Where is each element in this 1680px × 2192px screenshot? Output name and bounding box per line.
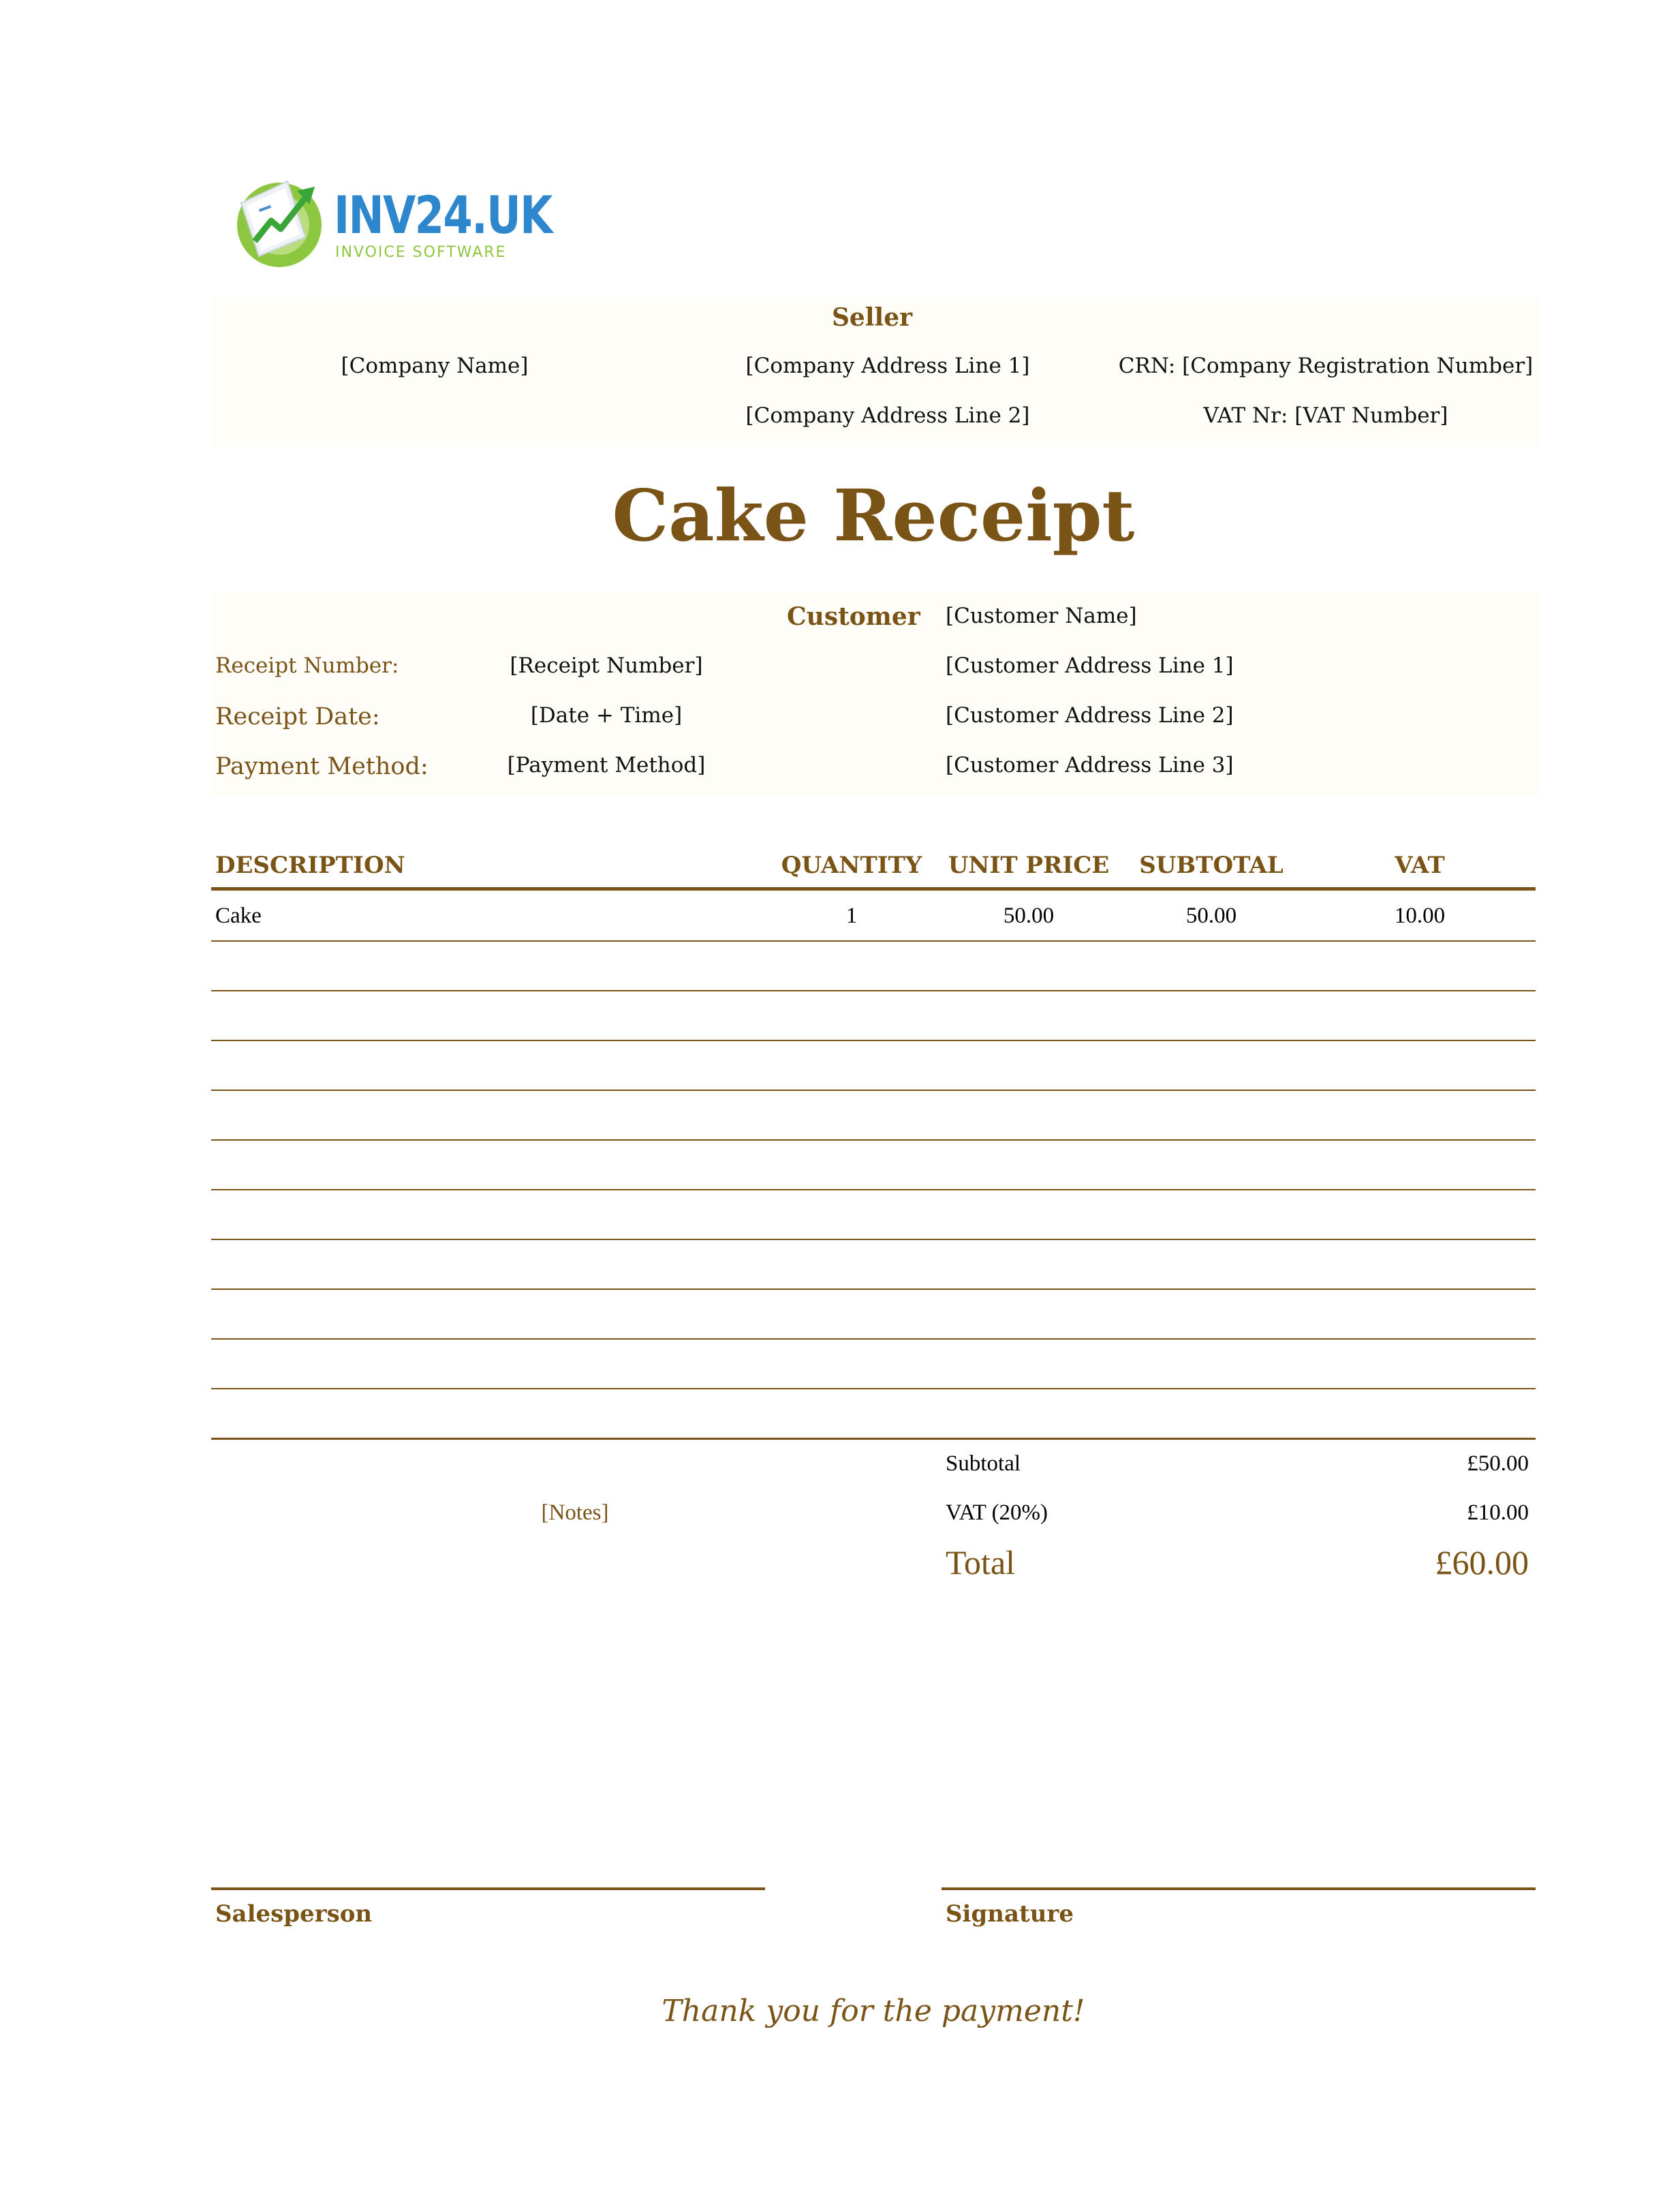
column-header-quantity: QUANTITY: [781, 852, 922, 879]
row-1-subtotal: 50.00: [1185, 904, 1237, 928]
payment-method-value: [Payment Method]: [507, 753, 706, 777]
row-divider: [211, 1090, 1536, 1091]
salesperson-label: Salesperson: [215, 1900, 373, 1928]
row-divider: [211, 1288, 1536, 1290]
column-header-unit-price: UNIT PRICE: [948, 852, 1110, 879]
row-divider: [211, 1239, 1536, 1240]
column-header-description: DESCRIPTION: [215, 852, 405, 879]
subtotal-label: Subtotal: [946, 1451, 1021, 1476]
row-divider: [211, 1338, 1536, 1340]
total-value: £60.00: [1435, 1543, 1529, 1581]
vat-label: VAT (20%): [946, 1500, 1048, 1525]
seller-vat-number: VAT Nr: [VAT Number]: [1203, 403, 1448, 428]
customer-heading: Customer: [787, 602, 920, 631]
row-divider: [211, 1388, 1536, 1389]
thank-you-message: Thank you for the payment!: [662, 1994, 1085, 2028]
vat-value: £10.00: [1467, 1500, 1529, 1525]
column-header-subtotal: SUBTOTAL: [1139, 852, 1284, 879]
logo-brand-text: INV24.UK: [334, 185, 552, 245]
page-title: Cake Receipt: [612, 474, 1135, 557]
receipt-number-value: [Receipt Number]: [510, 653, 703, 678]
signature-line: [942, 1887, 1536, 1890]
customer-address-line-1: [Customer Address Line 1]: [946, 653, 1234, 678]
seller-address-line-2: [Company Address Line 2]: [745, 403, 1030, 428]
notes: [Notes]: [541, 1500, 609, 1525]
receipt-number-label: Receipt Number:: [215, 653, 399, 678]
customer-name: [Customer Name]: [946, 604, 1137, 628]
subtotal-value: £50.00: [1467, 1451, 1529, 1476]
customer-address-line-2: [Customer Address Line 2]: [946, 703, 1234, 728]
row-1-vat: 10.00: [1394, 904, 1446, 928]
payment-method-label: Payment Method:: [215, 753, 429, 780]
logo-subtitle: INVOICE SOFTWARE: [335, 244, 507, 261]
row-divider: [211, 990, 1536, 991]
receipt-date-label: Receipt Date:: [215, 703, 380, 730]
signature-label: Signature: [946, 1900, 1074, 1928]
column-header-vat: VAT: [1395, 852, 1445, 879]
row-1-quantity: 1: [845, 904, 858, 928]
table-header-rule: [211, 887, 1536, 891]
receipt-date-value: [Date + Time]: [530, 703, 683, 728]
row-1-description: Cake: [215, 904, 262, 928]
seller-crn: CRN: [Company Registration Number]: [1118, 354, 1534, 378]
customer-address-line-3: [Customer Address Line 3]: [946, 753, 1234, 777]
row-divider: [211, 1189, 1536, 1190]
seller-heading: Seller: [831, 303, 913, 332]
row-divider: [211, 1040, 1536, 1041]
total-label: Total: [946, 1543, 1016, 1581]
row-divider: [211, 940, 1536, 942]
row-1-unit-price: 50.00: [1003, 904, 1055, 928]
salesperson-signature-line: [211, 1887, 765, 1890]
table-bottom-rule: [211, 1438, 1536, 1440]
seller-company-name: [Company Name]: [341, 354, 529, 378]
seller-address-line-1: [Company Address Line 1]: [745, 354, 1030, 378]
row-divider: [211, 1139, 1536, 1141]
